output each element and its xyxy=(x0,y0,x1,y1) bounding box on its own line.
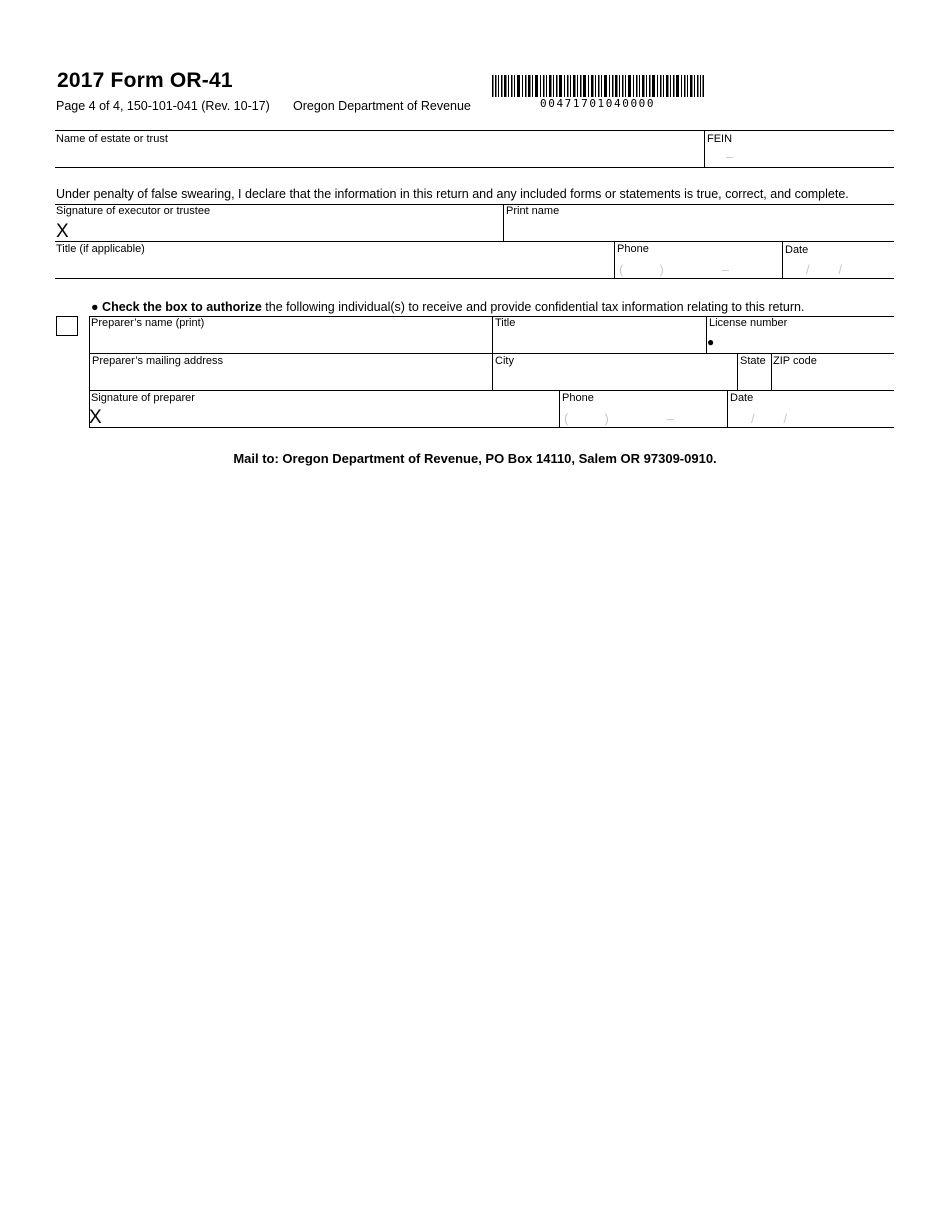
mail-to-address: Mail to: Oregon Department of Revenue, PO Box 14110, Salem OR 97309-0910. xyxy=(233,451,717,466)
zip-field[interactable] xyxy=(773,367,894,389)
preparer-signature-field[interactable] xyxy=(105,404,557,426)
authorize-rest: the following individual(s) to receive and provide confidential tax information relating to this return. xyxy=(261,300,805,314)
barcode xyxy=(492,75,704,97)
rule xyxy=(55,167,894,168)
mailing-address-label: Preparer’s mailing address xyxy=(92,355,224,367)
divider xyxy=(704,130,705,167)
date-label: Date xyxy=(785,244,809,256)
state-label: State xyxy=(740,355,766,367)
phone-label: Phone xyxy=(617,243,649,255)
divider xyxy=(492,353,493,390)
declaration-text: Under penalty of false swearing, I declare that the information in this return and any included forms or statements is true, correct, and complete. xyxy=(56,187,849,201)
preparer-name-field[interactable] xyxy=(91,329,490,352)
license-field[interactable] xyxy=(720,329,894,352)
preparer-signature-x: X xyxy=(89,407,102,428)
fein-field[interactable] xyxy=(706,144,894,167)
divider xyxy=(559,390,560,427)
rule xyxy=(55,241,894,242)
date-placeholder[interactable]: / / xyxy=(806,262,843,277)
executor-signature-x: X xyxy=(56,221,69,242)
divider xyxy=(737,353,738,390)
estate-name-label: Name of estate or trust xyxy=(56,133,168,145)
title-field[interactable] xyxy=(56,255,612,277)
city-field[interactable] xyxy=(494,367,736,389)
divider xyxy=(782,241,783,278)
preparer-name-label: Preparer’s name (print) xyxy=(91,317,205,329)
preparer-signature-label: Signature of preparer xyxy=(91,392,195,404)
preparer-title-label: Title xyxy=(495,317,516,329)
authorize-checkbox[interactable] xyxy=(56,316,78,336)
rule xyxy=(89,427,894,428)
fein-dash: – xyxy=(726,149,734,164)
authorize-bold: Check the box to authorize xyxy=(102,300,262,314)
preparer-phone-placeholder[interactable]: ( ) – xyxy=(564,411,674,426)
fein-label: FEIN xyxy=(707,133,733,145)
authorize-bullet: ● xyxy=(91,300,99,314)
license-label: License number xyxy=(709,317,788,329)
estate-name-field[interactable] xyxy=(56,144,704,167)
city-label: City xyxy=(495,355,514,367)
agency-name: Oregon Department of Revenue xyxy=(293,99,471,113)
rule xyxy=(55,278,894,279)
rule xyxy=(55,130,894,131)
preparer-date-placeholder[interactable]: / / xyxy=(751,411,788,426)
preparer-date-label: Date xyxy=(730,392,754,404)
print-name-label: Print name xyxy=(506,205,560,217)
divider xyxy=(771,353,772,390)
preparer-title-field[interactable] xyxy=(494,329,704,352)
divider xyxy=(727,390,728,427)
executor-signature-field[interactable] xyxy=(75,217,502,240)
divider xyxy=(492,316,493,353)
license-bullet: ● xyxy=(707,335,715,349)
preparer-phone-label: Phone xyxy=(562,392,594,404)
zip-label: ZIP code xyxy=(773,355,817,367)
phone-placeholder[interactable]: ( ) – xyxy=(619,262,729,277)
mailing-address-field[interactable] xyxy=(91,367,490,389)
executor-signature-label: Signature of executor or trustee xyxy=(56,205,211,217)
print-name-field[interactable] xyxy=(505,217,894,240)
page-info: Page 4 of 4, 150-101-041 (Rev. 10-17) xyxy=(56,99,270,113)
authorize-text xyxy=(91,300,804,314)
rule xyxy=(89,390,894,391)
barcode-number: 00471701040000 xyxy=(540,97,656,110)
divider xyxy=(503,204,504,241)
title-label: Title (if applicable) xyxy=(56,243,145,255)
divider xyxy=(614,241,615,278)
form-title: 2017 Form OR-41 xyxy=(57,69,233,92)
state-field[interactable] xyxy=(739,367,770,389)
